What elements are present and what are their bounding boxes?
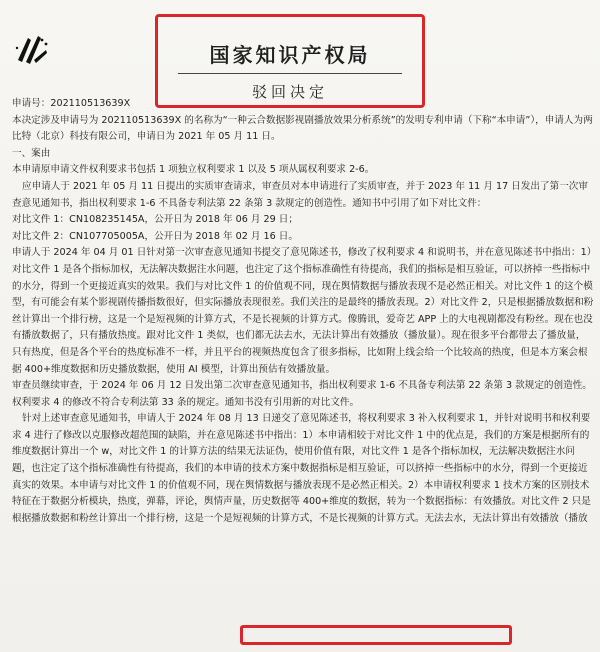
application-number: 申请号：202110513639X	[12, 98, 131, 109]
decision-intro: 本决定涉及申请号为 202110513639X 的名称为“一种云合数据影视剧播放效果分析系统”的发明专利申请（下称“本申请”），申请人为两比特（北京）科技有限公司，申请日为 2021 年 05 月 11 日。	[12, 114, 593, 143]
original-claims: 本申请原申请文件权利要求书包括 1 项独立权利要求 1 以及 5 项从属权利要求 2-6。	[12, 164, 375, 176]
office-name: 国家知识产权局	[209, 43, 371, 67]
title-divider	[178, 73, 402, 74]
section-heading: 一、案由	[12, 147, 51, 159]
highlight-box-bottom	[240, 625, 512, 645]
document-body	[12, 96, 594, 527]
first-examination: 应申请人于 2021 年 05 月 11 日提出的实质审查请求，审查员对本申请进行了实质审查，并于 2023 年 11 月 17 日发出了第一次审查意见通知书，指出权利要求 1-6 不具备专利法第 22 条第 3 款规定的创造性。通知书中引用了如下对比文件：	[12, 180, 588, 209]
document-type: 驳回决定	[251, 83, 328, 101]
reference-document-2: 对比文件 2：CN107705005A，公开日为 2018 年 02 月 16 日。	[12, 230, 298, 242]
applicant-response-1: 申请人于 2024 年 04 月 01 日针对第一次审查意见通知书提交了意见陈述书，修改了权利要求 4 和说明书，并在意见陈述书中指出：1）对比文件 1 是各个指标加权，无法解决数据注水问题，也注定了这个指标准确性有待提高，我们的指标是相互验证，可以挤掉一些指标中的水分，得到一个更接近真实的效果。我们与对比文件 1 的价值观不同，现在舆情数据与播放表现不是必然正相关。对比文件 1 的这个模型，有可能会有某个影视剧传播指数很好，但实际播放表现很差。我们关注的是最终的播放表现。2）对比文件 2，只是根据播放数据和粉丝计算出一个排行榜，这是一个是短视频的计算方式，不是长视频的计算方式。像腾讯，爱奇艺 APP 上的大电视剧都没有粉丝。现在也没有播放数据了，只有播放热度。跟对比文件 1 类似，也们都无法去水，无法计算出有效播放（播放量）。现在很多平台都带去了播放量，只有热度，但是各个平台的热度标准不一样，并且平台的视频热度包含了很多指标，比如附上线会给一个比较高的热度，但是本方案会根据 400+维度数据和历史播放数据，使用 AI 模型，计算出预估有效播放量。	[12, 247, 594, 375]
second-examination: 审查员继续审查，于 2024 年 06 月 12 日发出第二次审查意见通知书，指出权利要求 1-6 不具备专利法第 22 条第 3 款规定的创造性。权利要求 4 的修改不符合专利法第 33 条的规定。通知书没有引用新的对比文件。	[12, 380, 592, 408]
reference-document-1: 对比文件 1：CN108235145A，公开日为 2018 年 06 月 29 日；	[12, 214, 298, 226]
office-emblem-icon	[12, 30, 52, 70]
applicant-response-2: 针对上述审查意见通知书，申请人于 2024 年 08 月 13 日递交了意见陈述书，将权利要求 3 补入权利要求 1，并针对说明书和权利要求 4 进行了修改以克服修改超范围的缺陷，并在意见陈述书中指出：1）本申请相较于对比文件 1 中的优点是，我们的方案是根据所有的维度数据计算出一个 w，对比文件 1 的计算方法的结果无法证伪，使用价值有限，对比文件 1 是各个指标加权，无法解决数据注水问题，也注定了这个指标准确性有待提高，我们的本申请的技术方案中数据指标是相互验证，可以挤掉一些指标中的水分，得到一个更接近真实的效果。本申请与对比文件 1 的价值观不同，现在舆情数据与播放表现不是必然正相关。2）本申请权利要求 1 技术方案的区别技术特征在于数据分析模块，热度，弹幕，评论，舆情声量，历史数据等 400+维度的数据，转为一个数据指标：有效播放。对比文件 2 只是根据播放数据和粉丝计算出一个排行榜，这是一个是短视频的计算方式，不是长视频的计算方式。无法去水，无法计算出有效播放（播放	[12, 413, 591, 524]
title-highlight-box	[155, 14, 425, 108]
